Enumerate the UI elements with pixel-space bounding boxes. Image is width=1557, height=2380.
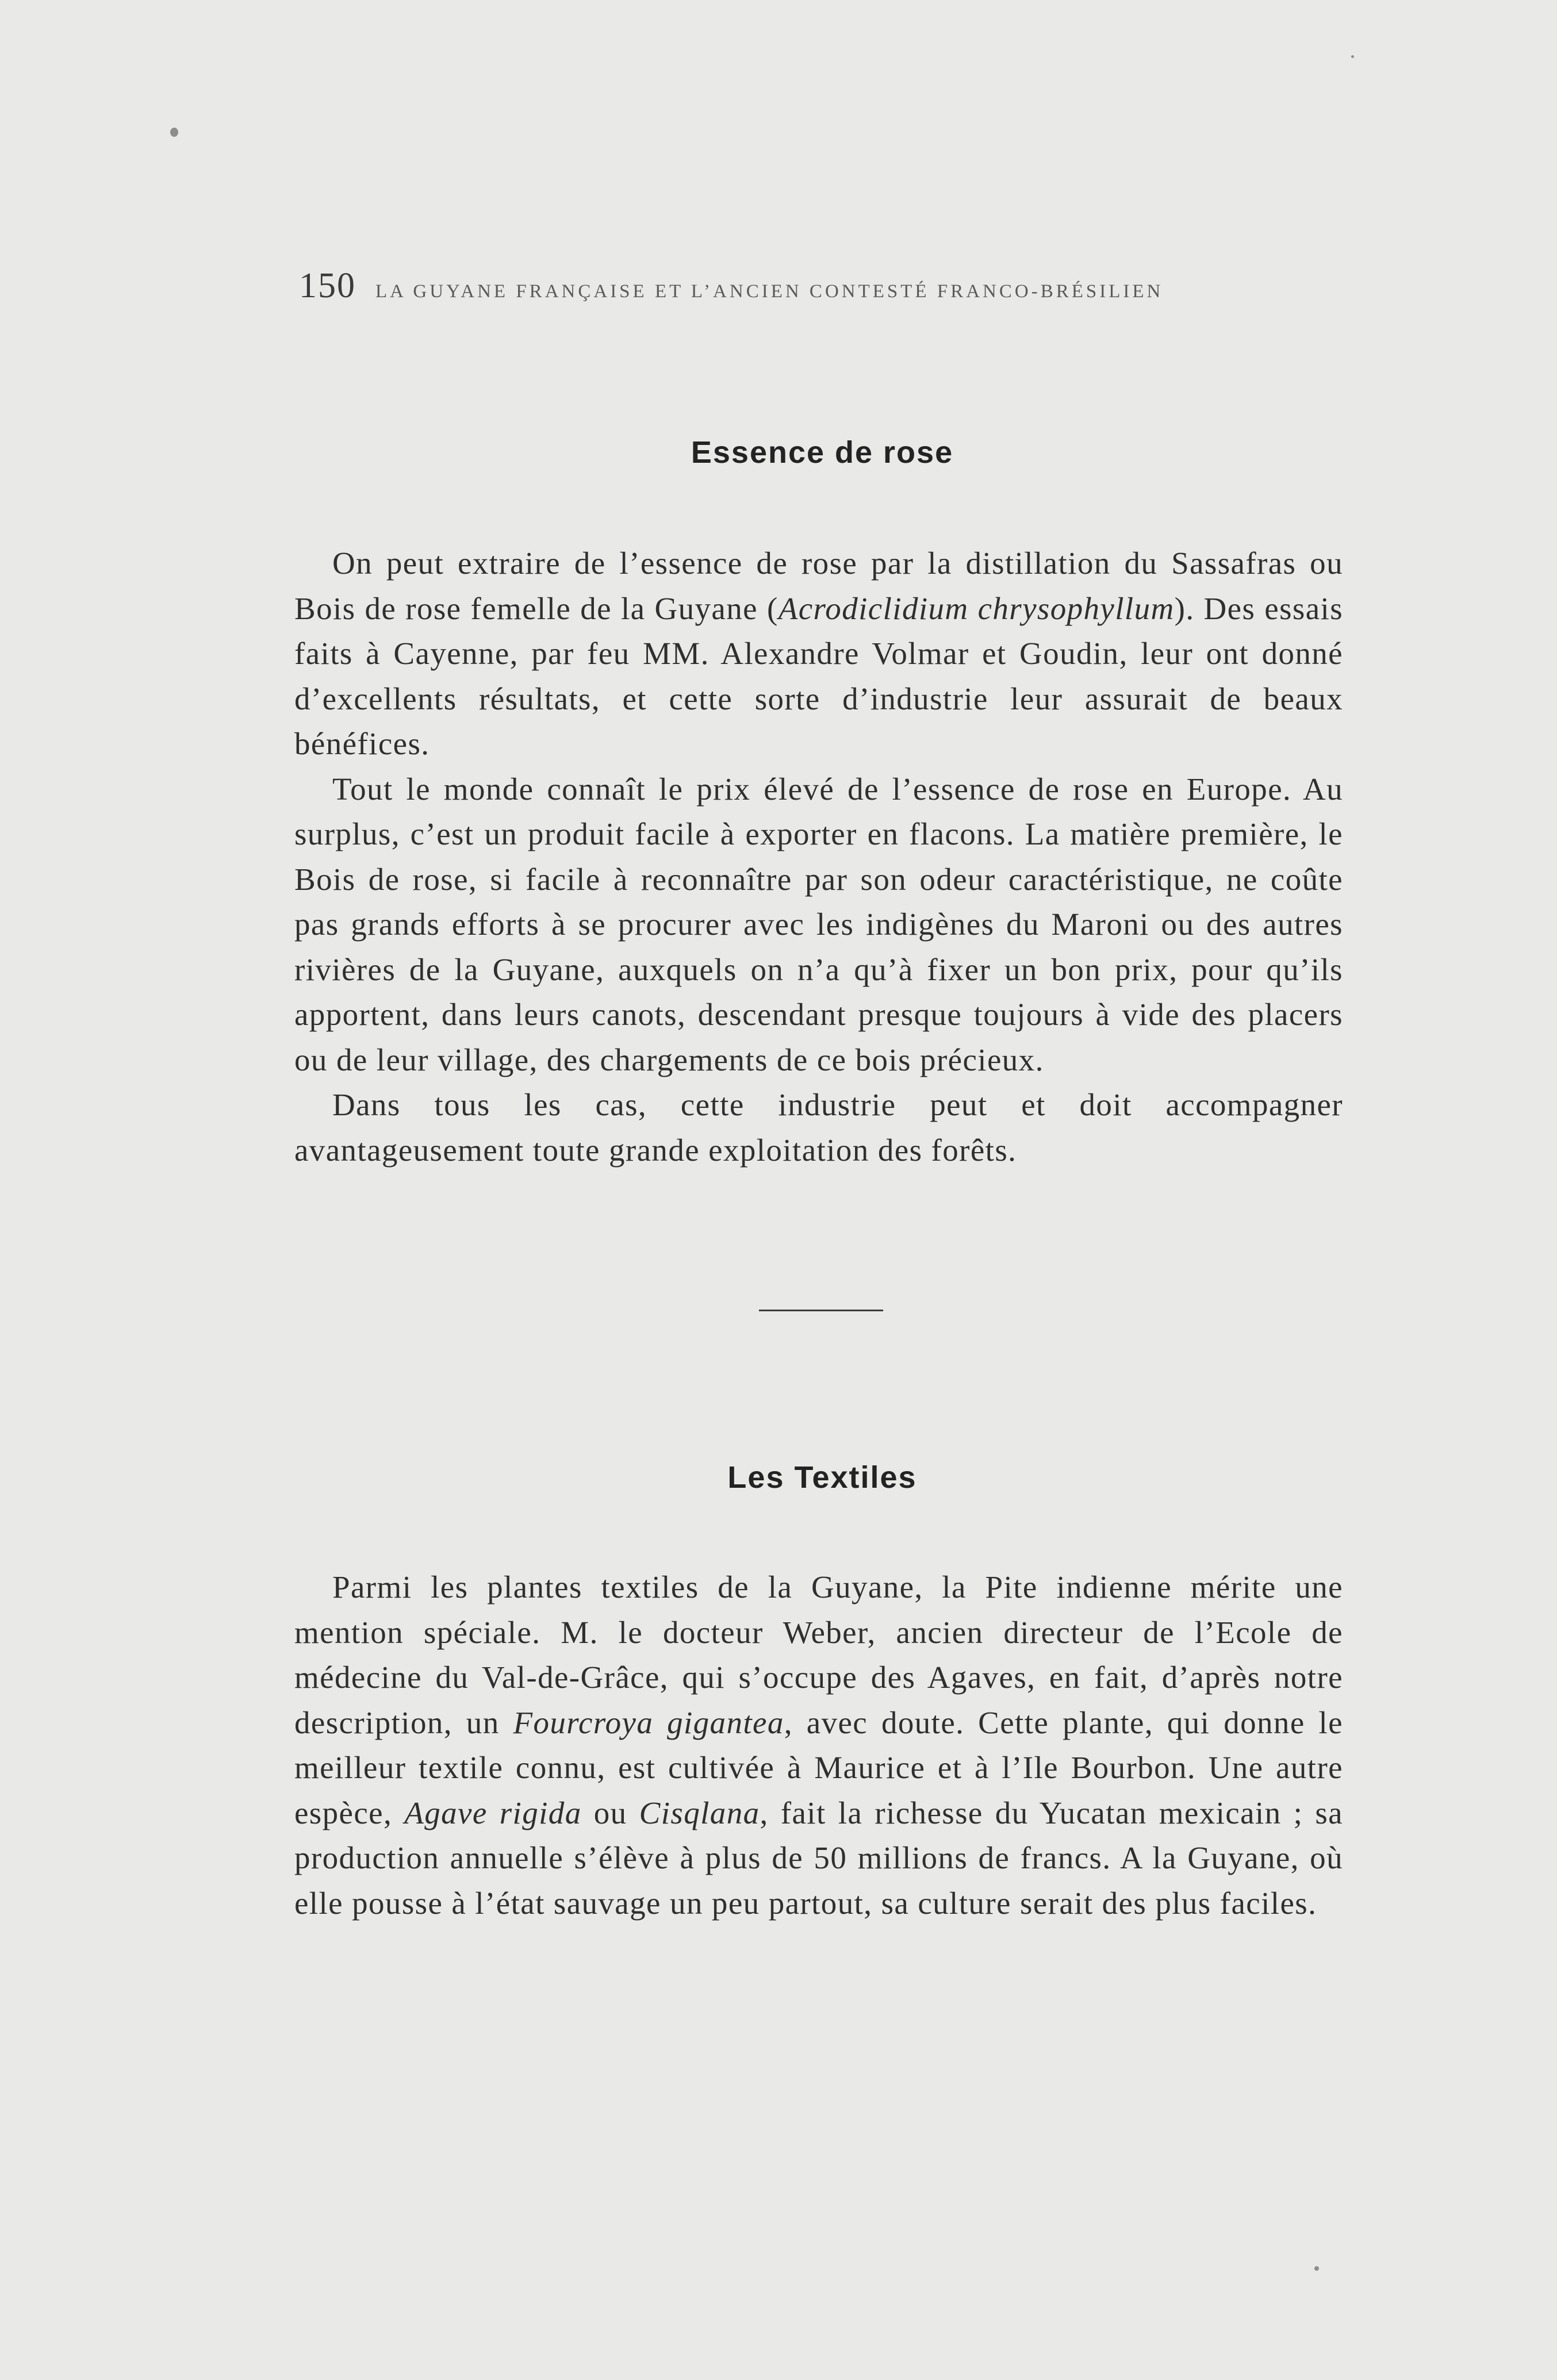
section-heading-essence-de-rose: Essence de rose xyxy=(691,435,954,470)
text-run: , avec doute. Cette plante, qui donne le meilleur textile connu, est cultivée à Maurice et à l’Ile Bourbon. Une autre espèce, xyxy=(294,1705,1343,1830)
text-run: Parmi les plantes textiles de la Guyane, la Pite indienne mérite une mention spéciale. M. le docteur Weber, ancien directeur de l’Ecole de médecine du Val-de-Grâce, qui s’occupe des Agaves, en fait, d’après notre description, un xyxy=(294,1569,1343,1740)
section-divider xyxy=(759,1310,883,1311)
latin-name: Agave rigida xyxy=(404,1795,582,1830)
running-title: LA GUYANE FRANÇAISE ET L’ANCIEN CONTESTÉ FRANCO-BRÉSILIEN xyxy=(375,281,1164,302)
section-heading-les-textiles: Les Textiles xyxy=(727,1460,917,1495)
page-number: 150 xyxy=(299,266,356,305)
paragraph xyxy=(294,1565,1343,1926)
text-run: ou xyxy=(581,1795,639,1830)
latin-name: Fourcroya gigantea xyxy=(513,1705,784,1740)
running-header xyxy=(299,266,1345,306)
paper-speck xyxy=(1314,2266,1319,2271)
latin-name: Cisqlana xyxy=(639,1795,760,1830)
section-body-essence-de-rose xyxy=(294,541,1343,1173)
text-run: , fait la richesse du Yucatan mexicain ; sa production annuelle s’élève à plus de 50 millions de francs. A la Guyane, où elle pousse à l’état sauvage un peu partout, sa culture serait des plus faciles. xyxy=(294,1795,1343,1921)
paper-speck xyxy=(170,128,178,137)
section-body-les-textiles xyxy=(294,1565,1343,1926)
paragraph: Dans tous les cas, cette industrie peut et doit accompagner avantageusement toute grande exploitation des forêts. xyxy=(294,1087,1343,1168)
text-run: ). Des essais faits à Cayenne, par feu MM. Alexandre Volmar et Goudin, leur ont donné d’excellents résultats, et cette sorte d’industrie leur assurait de beaux bénéfices. xyxy=(294,590,1343,761)
paragraph xyxy=(294,541,1343,767)
latin-name: Acrodiclidium chrysophyllum xyxy=(778,590,1175,626)
paper-speck xyxy=(1351,55,1354,58)
text-run: On peut extraire de l’essence de rose par la distillation du Sassafras ou Bois de rose femelle de la Guyane ( xyxy=(294,546,1343,626)
paragraph: Tout le monde connaît le prix élevé de l’essence de rose en Europe. Au surplus, c’est un produit facile à exporter en flacons. La matière première, le Bois de rose, si facile à reconnaître par son odeur caractéristique, ne coûte pas grands efforts à se procurer avec les indigènes du Maroni ou des autres rivières de la Guyane, auxquels on n’a qu’à fixer un bon prix, pour qu’ils apportent, dans leurs canots, descendant presque toujours à vide des placers ou de leur village, des chargements de ce bois précieux. xyxy=(294,771,1343,1077)
